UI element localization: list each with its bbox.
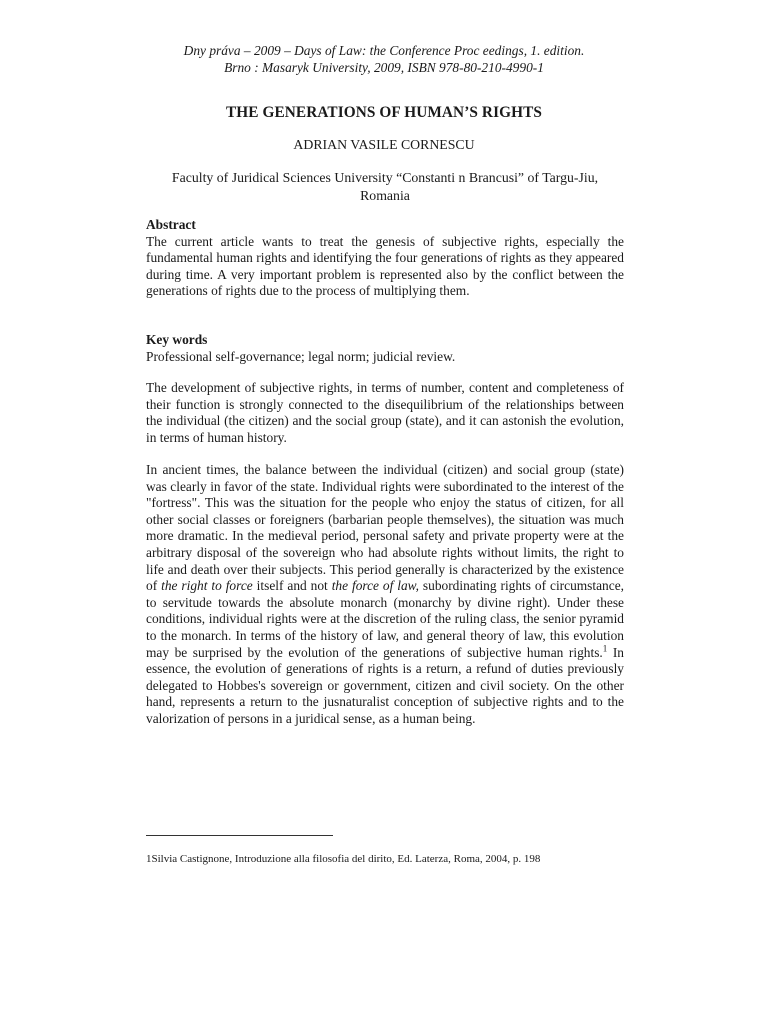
paragraph-1-text: The development of subjective rights, in terms of number, content and completeness of their function is strongly connected to the disequilibrium of the relationships between the individual (the citizen) and the social group (state), and it can astonish the evolution, in terms of human history. — [146, 380, 624, 445]
footnote-text: 1Silvia Castignone, Introduzione alla filosofia del dirito, Ed. Laterza, Roma, 2004, p. 198 — [146, 853, 541, 865]
abstract-heading: Abstract — [146, 217, 196, 232]
article-title: THE GENERATIONS OF HUMAN’S RIGHTS — [225, 104, 543, 121]
paragraph-2-italic-1: the right to force — [161, 578, 253, 594]
header-line-1: Dny práva – 2009 – Days of Law: the Conference Proc eedings, 1. edition. — [183, 43, 585, 58]
paragraph-2-text — [146, 462, 624, 728]
paragraph-2-part-1: In ancient times, the balance between the individual (citizen) and social group (state) was clearly in favor of the state. Individual rights were subordinated to the interest of the "fortress". This was the situation for the people who enjoy the status of citizen, for all other social classes or foreigners (barbarian people themselves), the situation was much more dramatic. In the medieval period, personal safety and private property were at the arbitrary disposal of the sovereign who had absolute rights without limits, the right to life and death over their subjects. This period generally is characterized by the existence of — [146, 462, 624, 594]
body-paragraph-2 — [146, 462, 624, 728]
keywords-section — [146, 332, 624, 365]
keywords-text: Professional self-governance; legal norm; judicial review. — [146, 348, 456, 364]
body-paragraph-1 — [146, 380, 624, 446]
header-line-2: Brno : Masaryk University, 2009, ISBN 978-80-210-4990-1 — [224, 60, 544, 75]
publication-header — [0, 42, 768, 76]
paragraph-2-part-2: itself and not — [252, 578, 332, 594]
abstract-section — [146, 217, 624, 300]
paragraph-2-part-4: In essence, the evolution of generations of rights is a return, a refund of duties previously delegated to Hobbes's sovereign or government, citizen and civil society. On the other hand, represents a return to the jusnaturalist conception of subjective rights and to the valorization of persons in a juridical sense, as a human being. — [146, 644, 624, 726]
author-name: ADRIAN VASILE CORNESCU — [293, 137, 475, 152]
abstract-text: The current article wants to treat the genesis of subjective rights, especially the fundamental human rights and identifying the four generations of rights as they appeared during time. A very important problem is represented also by the conflict between the generations of rights due to the process of multiplying them. — [146, 233, 624, 299]
footnote-divider — [146, 835, 333, 836]
footnote-reference[interactable]: 1 — [602, 643, 608, 654]
author-affiliation: Faculty of Juridical Sciences University “Constanti n Brancusi” of Targu-Jiu, Romania — [171, 170, 599, 203]
paragraph-2-italic-2: the force of law, — [331, 578, 419, 594]
keywords-heading: Key words — [146, 332, 208, 347]
paragraph-2-part-3: subordinating rights of circumstance, to servitude towards the absolute monarch (monarchy by divine right). Under these conditions, individual rights were at the discretion of the ruling class, the senior pyramid to the monarch. In terms of the history of law, and general theory of law, this evolution may be surprised by the evolution of the generations of subjective human rights. — [146, 578, 624, 660]
